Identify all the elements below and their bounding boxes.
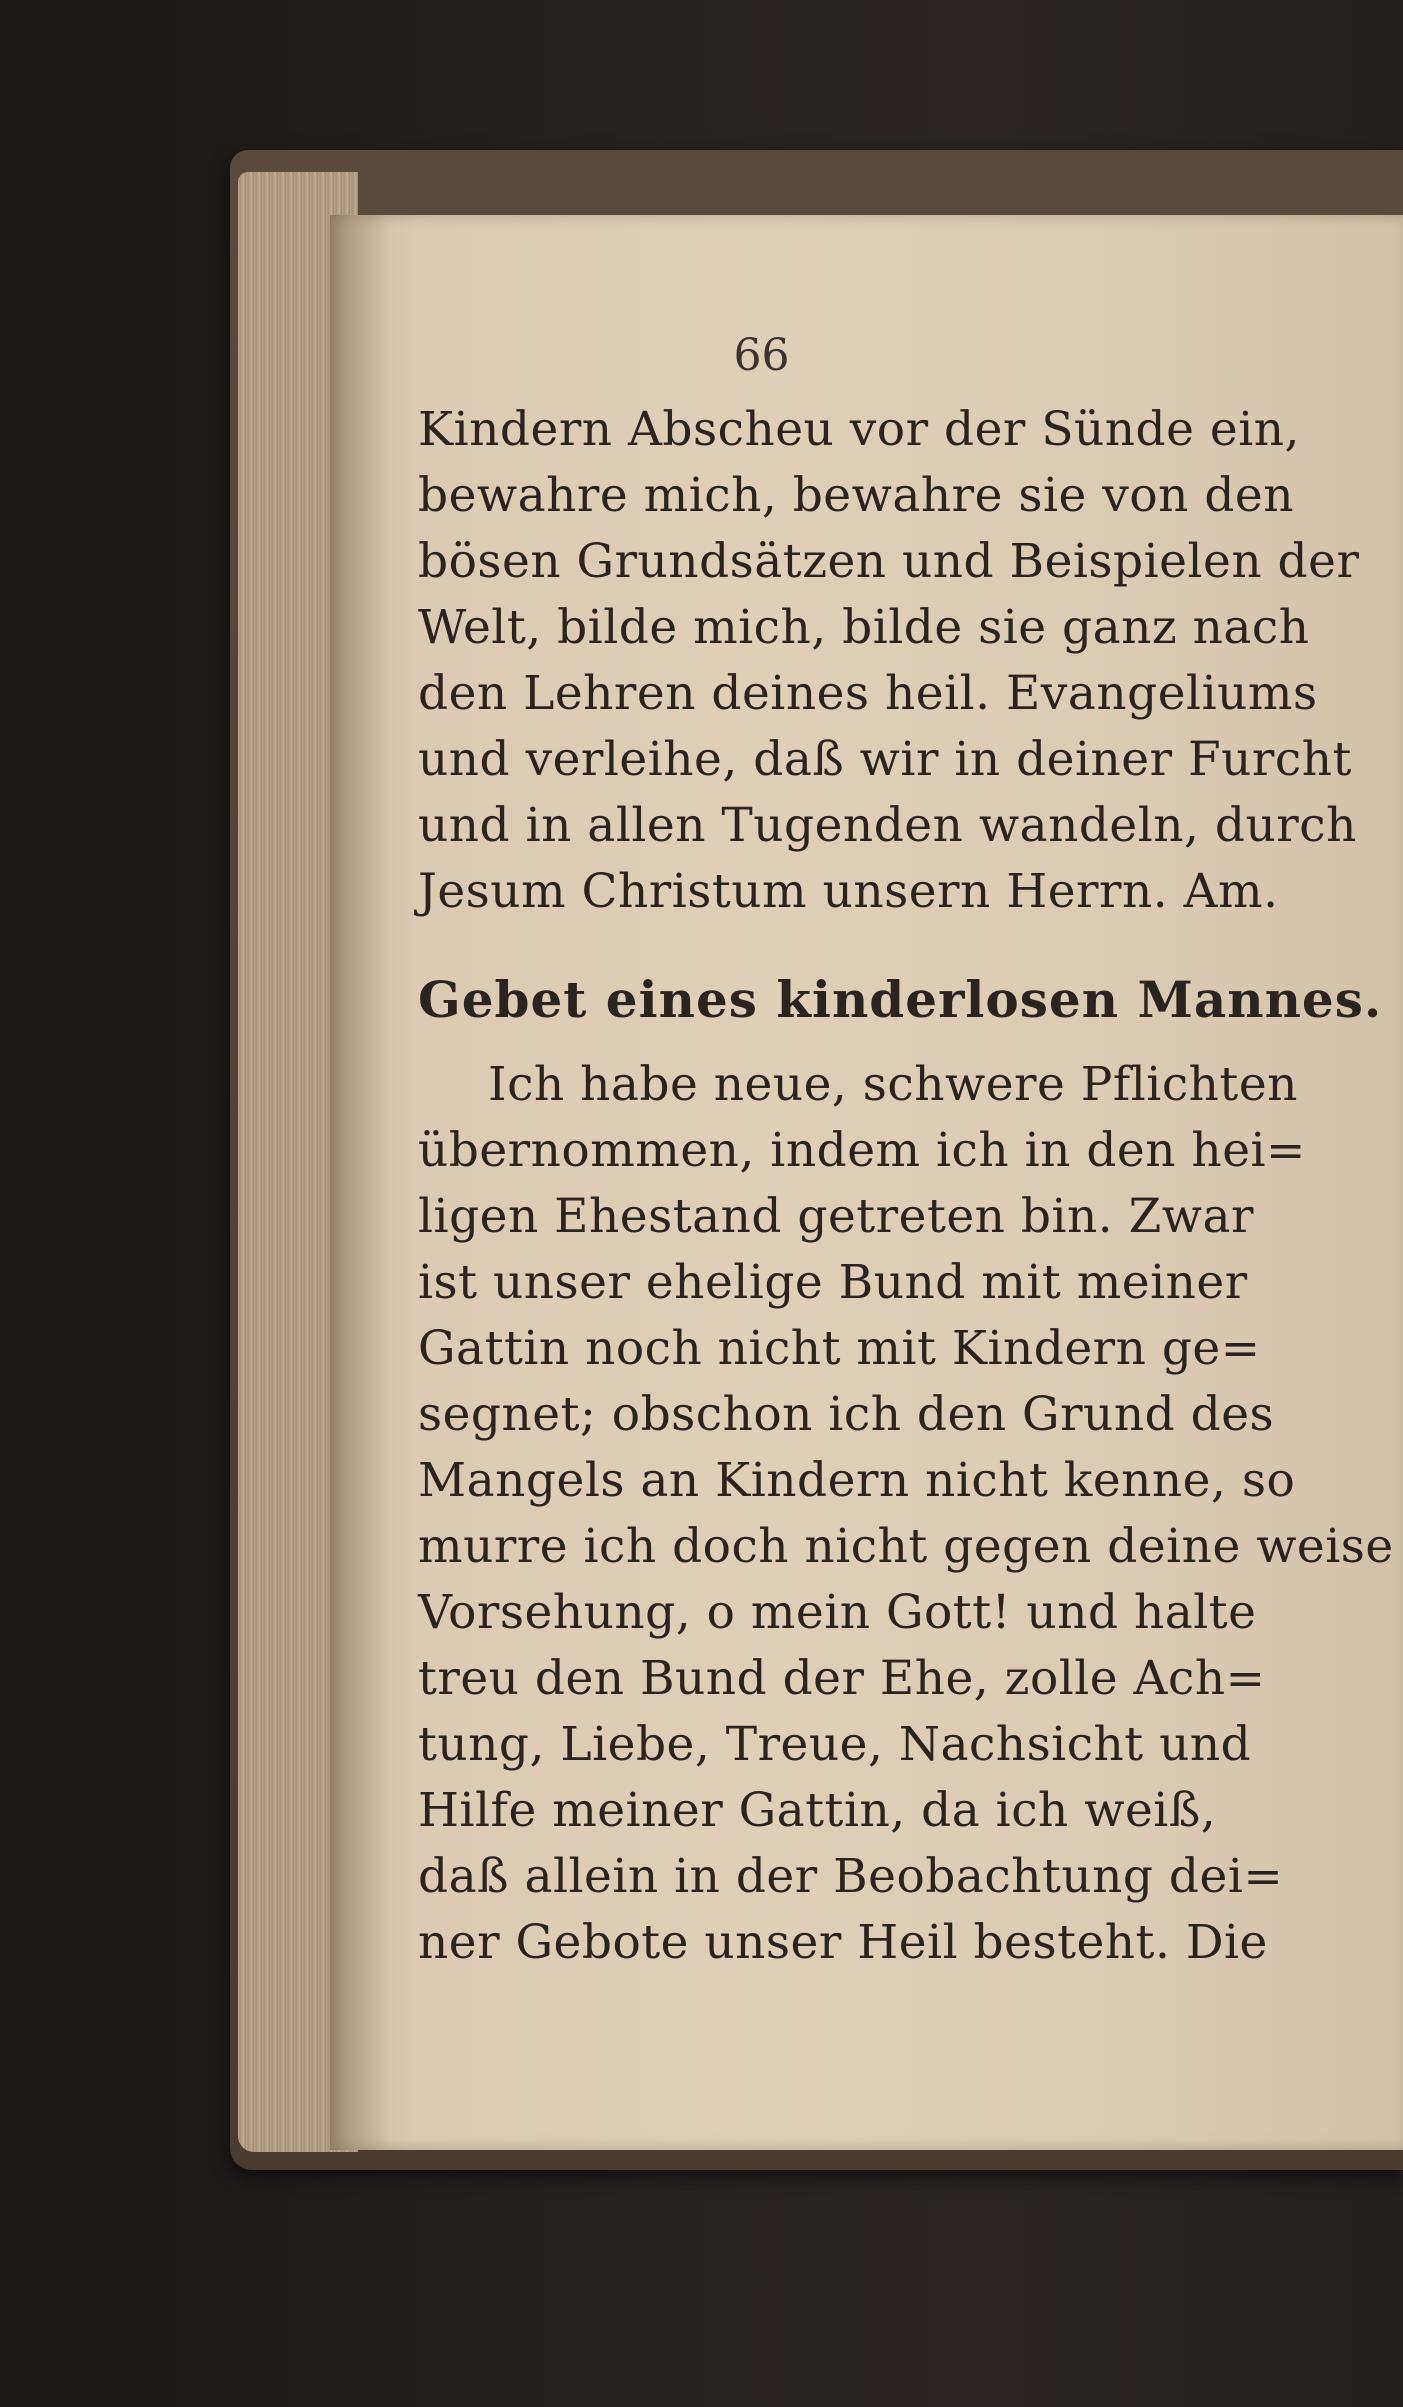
text-line: und in allen Tugenden wandeln, durch bbox=[418, 798, 1357, 853]
text-line: bewahre mich, bewahre sie von den bbox=[418, 468, 1294, 523]
text-line: Gattin noch nicht mit Kindern ge= bbox=[418, 1321, 1261, 1376]
text-line: ner Gebote unser Heil besteht. Die bbox=[418, 1915, 1268, 1970]
text-line: Vorsehung, o mein Gott! und halte bbox=[418, 1585, 1257, 1640]
text-line: segnet; obschon ich den Grund des bbox=[418, 1387, 1275, 1442]
text-line: den Lehren deines heil. Evangeliums bbox=[418, 666, 1318, 721]
text-line: tung, Liebe, Treue, Nachsicht und bbox=[418, 1717, 1252, 1772]
text-line: Ich habe neue, schwere Pflichten bbox=[488, 1057, 1298, 1112]
text-line: und verleihe, daß wir in deiner Furcht bbox=[418, 732, 1352, 787]
text-line: ligen Ehestand getreten bin. Zwar bbox=[418, 1189, 1255, 1244]
text-line: ist unser ehelige Bund mit meiner bbox=[418, 1255, 1248, 1310]
text-line: treu den Bund der Ehe, zolle Ach= bbox=[418, 1651, 1266, 1706]
text-line: murre ich doch nicht gegen deine weise bbox=[418, 1519, 1394, 1574]
text-line: Welt, bilde mich, bilde sie ganz nach bbox=[418, 600, 1310, 655]
page-number: 66 bbox=[733, 330, 790, 381]
text-line: Mangels an Kindern nicht kenne, so bbox=[418, 1453, 1296, 1508]
section-heading: Gebet eines kinderlosen Mannes. bbox=[418, 970, 1383, 1029]
text-line: daß allein in der Beobachtung dei= bbox=[418, 1849, 1284, 1904]
text-line: bösen Grundsätzen und Beispielen der bbox=[418, 534, 1360, 589]
text-line: Hilfe meiner Gattin, da ich weiß, bbox=[418, 1783, 1217, 1838]
text-line: Jesum Christum unsern Herrn. Am. bbox=[418, 864, 1279, 919]
text-line: übernommen, indem ich in den hei= bbox=[418, 1123, 1306, 1178]
page-gutter-shadow bbox=[330, 215, 390, 2150]
text-line: Kindern Abscheu vor der Sünde ein, bbox=[418, 402, 1300, 457]
